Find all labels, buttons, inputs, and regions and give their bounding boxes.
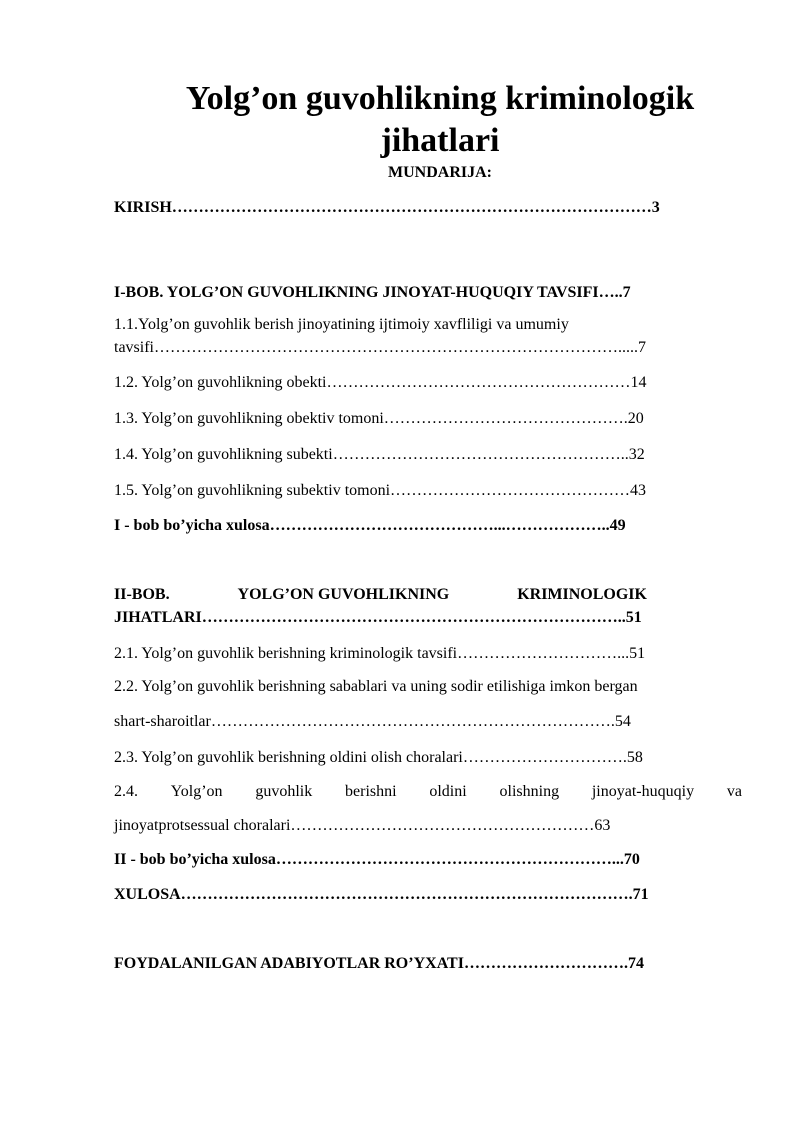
toc-entry-2-1: 2.1. Yolg’on guvohlik berishning kriminologik tavsifi…………………………...51	[114, 645, 646, 662]
toc-word: guvohlik	[255, 783, 313, 800]
toc-entry-kirish: KIRISH………………………………………………………………………………3	[114, 199, 660, 216]
document-title-line-1: Yolg’on guvohlikning kriminologik	[185, 80, 695, 117]
toc-word: II-BOB.	[114, 586, 170, 603]
toc-entry-chapter-2-line-1	[114, 586, 647, 604]
toc-word: jinoyat-huquqiy	[591, 783, 695, 800]
toc-heading: MUNDARIJA:	[388, 164, 492, 181]
toc-entry-1-3: 1.3. Yolg’on guvohlikning obektiv tomoni……………………………………….20	[114, 410, 644, 427]
toc-entry-2-4-line-1	[114, 783, 742, 801]
toc-entry-1-1-line-2: tavsifi…………………………………………………………………………….....7	[114, 339, 646, 356]
toc-word: YOLG’ON GUVOHLIKNING	[237, 586, 450, 603]
toc-entry-1-1-line-1: 1.1.Yolg’on guvohlik berish jinoyatining ijtimoiy xavfliligi va umumiy	[114, 316, 569, 333]
toc-word: Yolg’on	[170, 783, 223, 800]
toc-word: berishni	[345, 783, 397, 800]
toc-entry-chapter-2-conclusion: II - bob bo’yicha xulosa………………………………………………………...70	[114, 851, 640, 868]
toc-entry-1-4: 1.4. Yolg’on guvohlikning subekti………………………………………………..32	[114, 446, 645, 463]
toc-word: KRIMINOLOGIK	[517, 586, 647, 603]
toc-entry-1-5: 1.5. Yolg’on guvohlikning subektiv tomoni………………………………………43	[114, 482, 647, 499]
document-title-line-2: jihatlari	[380, 122, 500, 159]
toc-entry-chapter-2-line-2: JIHATLARI……………………………………………………………………..51	[114, 609, 642, 626]
toc-entry-xulosa: XULOSA………………………………………………………………………….71	[114, 886, 649, 903]
toc-word: oldini	[429, 783, 467, 800]
toc-entry-2-2-line-2: shart-sharoitlar………………………………………………………………….54	[114, 713, 631, 730]
toc-entry-2-4-line-2: jinoyatprotsessual choralari…………………………………………………63	[114, 817, 611, 834]
toc-entry-chapter-1-conclusion: I - bob bo’yicha xulosa……………………………………...………………..49	[114, 517, 626, 534]
toc-entry-1-2: 1.2. Yolg’on guvohlikning obekti…………………………………………………14	[114, 374, 647, 391]
toc-word: olishning	[499, 783, 560, 800]
toc-entry-chapter-1: I-BOB. YOLG’ON GUVOHLIKNING JINOYAT-HUQUQIY TAVSIFI…..7	[114, 284, 631, 301]
toc-entry-references: FOYDALANILGAN ADABIYOTLAR RO’YXATI………………………….74	[114, 955, 644, 972]
toc-entry-2-2-line-1: 2.2. Yolg’on guvohlik berishning sabablari va uning sodir etilishiga imkon bergan	[114, 678, 638, 695]
toc-word: 2.4.	[114, 783, 138, 800]
toc-word: va	[726, 783, 742, 800]
toc-entry-2-3: 2.3. Yolg’on guvohlik berishning oldini olish choralari………………………….58	[114, 749, 643, 766]
